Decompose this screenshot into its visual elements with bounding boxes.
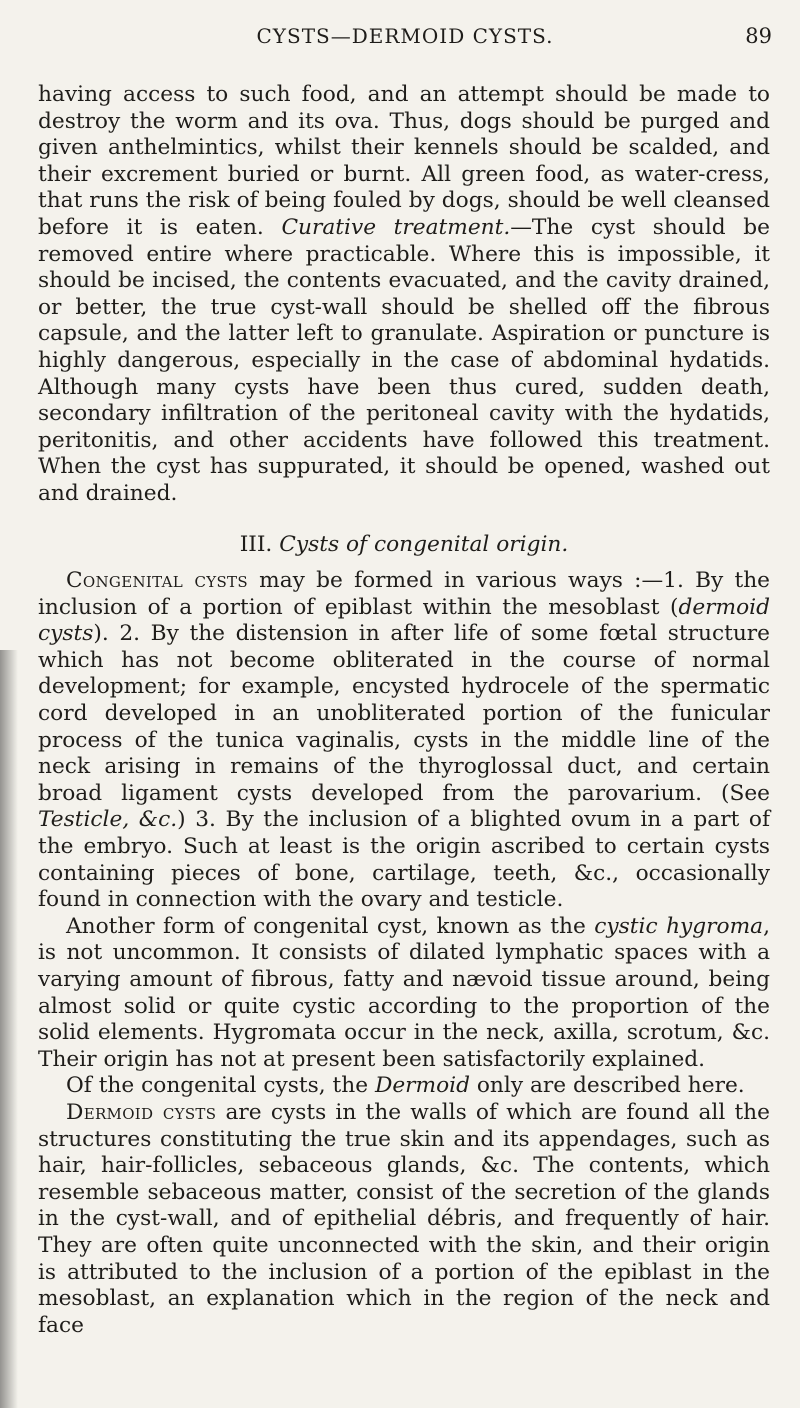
body-text bbox=[38, 82, 770, 1339]
paragraph-congenital-cysts bbox=[38, 568, 770, 914]
page-number: 89 bbox=[745, 24, 772, 48]
page-header bbox=[38, 24, 772, 54]
paragraph-text: ). 2. By the distension in after life of some fœtal structure which has not become obliterated in the course of normal development; for example, encysted hydrocele of the spermatic cord developed in an unobliterated portion of the funicular process of the tunica vaginalis, cysts in the middle line of the neck arising in remains of the thyroglossal duct, and certain broad ligament cysts developed from the parovarium. (See bbox=[38, 621, 770, 806]
section-heading bbox=[38, 532, 770, 559]
paragraph-text: Another form of congenital cyst, known as the bbox=[66, 913, 595, 939]
italic-term: cystic hygroma bbox=[594, 913, 764, 939]
paragraph-dermoid-cysts bbox=[38, 1100, 770, 1339]
italic-term: Curative treatment. bbox=[281, 214, 511, 240]
binding-shadow bbox=[0, 650, 18, 1408]
italic-term: Dermoid bbox=[374, 1073, 470, 1099]
paragraph-text: ) 3. By the inclusion of a blighted ovum in a part of the embryo. Such at least is the origin ascribed to certain cysts containing pieces of bone, cartilage, teeth, &c., occasionally found in connection with the ovary and testicle. bbox=[38, 807, 770, 913]
paragraph-text: may be formed in various ways :—1. By the inclusion of a portion of epiblast within the mesoblast ( bbox=[38, 568, 771, 620]
paragraph-text: , is not uncommon. It consists of dilated lymphatic spaces with a varying amount of fibrous, fatty and nævoid tissue around, being almost solid or quite cystic according to the proportion of the solid elements. Hygromata occur in the neck, axilla, scrotum, &c. Their origin has not at present been satisfactorily explained. bbox=[38, 913, 770, 1072]
section-numeral: III. bbox=[239, 531, 273, 557]
section-title: Cysts of congenital origin. bbox=[279, 531, 569, 557]
paragraph-text: only are described here. bbox=[469, 1073, 745, 1099]
paragraph-text: are cysts in the walls of which are found all the structures constituting the true skin and its appendages, such as hair, hair-follicles, sebaceous glands, &c. The contents, which resemble sebaceous matter, consist of the secretion of the glands in the cyst-wall, and of epithelial débris, and frequently of hair. They are often quite unconnected with the skin, and their origin is attributed to the inclusion of a portion of the epiblast in the mesoblast, an explanation which in the region of the neck and face bbox=[38, 1099, 770, 1338]
smallcaps-term: Dermoid cysts bbox=[66, 1099, 217, 1125]
italic-term: Testicle, &c. bbox=[38, 807, 178, 833]
paragraph-text: Of the congenital cysts, the bbox=[66, 1073, 375, 1099]
paragraph-continuation bbox=[38, 82, 770, 508]
italic-term: dermoid cysts bbox=[38, 594, 770, 647]
paragraph-text: having access to such food, and an attempt should be made to destroy the worm and its ova. Thus, dogs should be purged and given anthelmintics, whilst their kennels should be scalded, and their excrement buried or burnt. All green food, as water-cress, that runs the risk of being fouled by dogs, should be well cleansed before it is eaten. bbox=[38, 82, 770, 240]
smallcaps-term: Congenital cysts bbox=[66, 568, 248, 594]
running-title: CYSTS—DERMOID CYSTS. bbox=[256, 24, 554, 48]
paragraph-text: —The cyst should be removed entire where practicable. Where this is impossible, it should be incised, the contents evacuated, and the cavity drained, or better, the true cyst-wall should be shelled off the fibrous capsule, and the latter left to granulate. Aspiration or puncture is highly dangerous, especially in the case of abdominal hydatids. Although many cysts have been thus cured, sudden death, secondary infiltration of the peritoneal cavity with the hydatids, peritonitis, and other accidents have followed this treatment. When the cyst has suppurated, it should be opened, washed out and drained. bbox=[38, 214, 770, 506]
paragraph-dermoid-note bbox=[38, 1073, 770, 1100]
paragraph-cystic-hygroma bbox=[38, 914, 770, 1074]
